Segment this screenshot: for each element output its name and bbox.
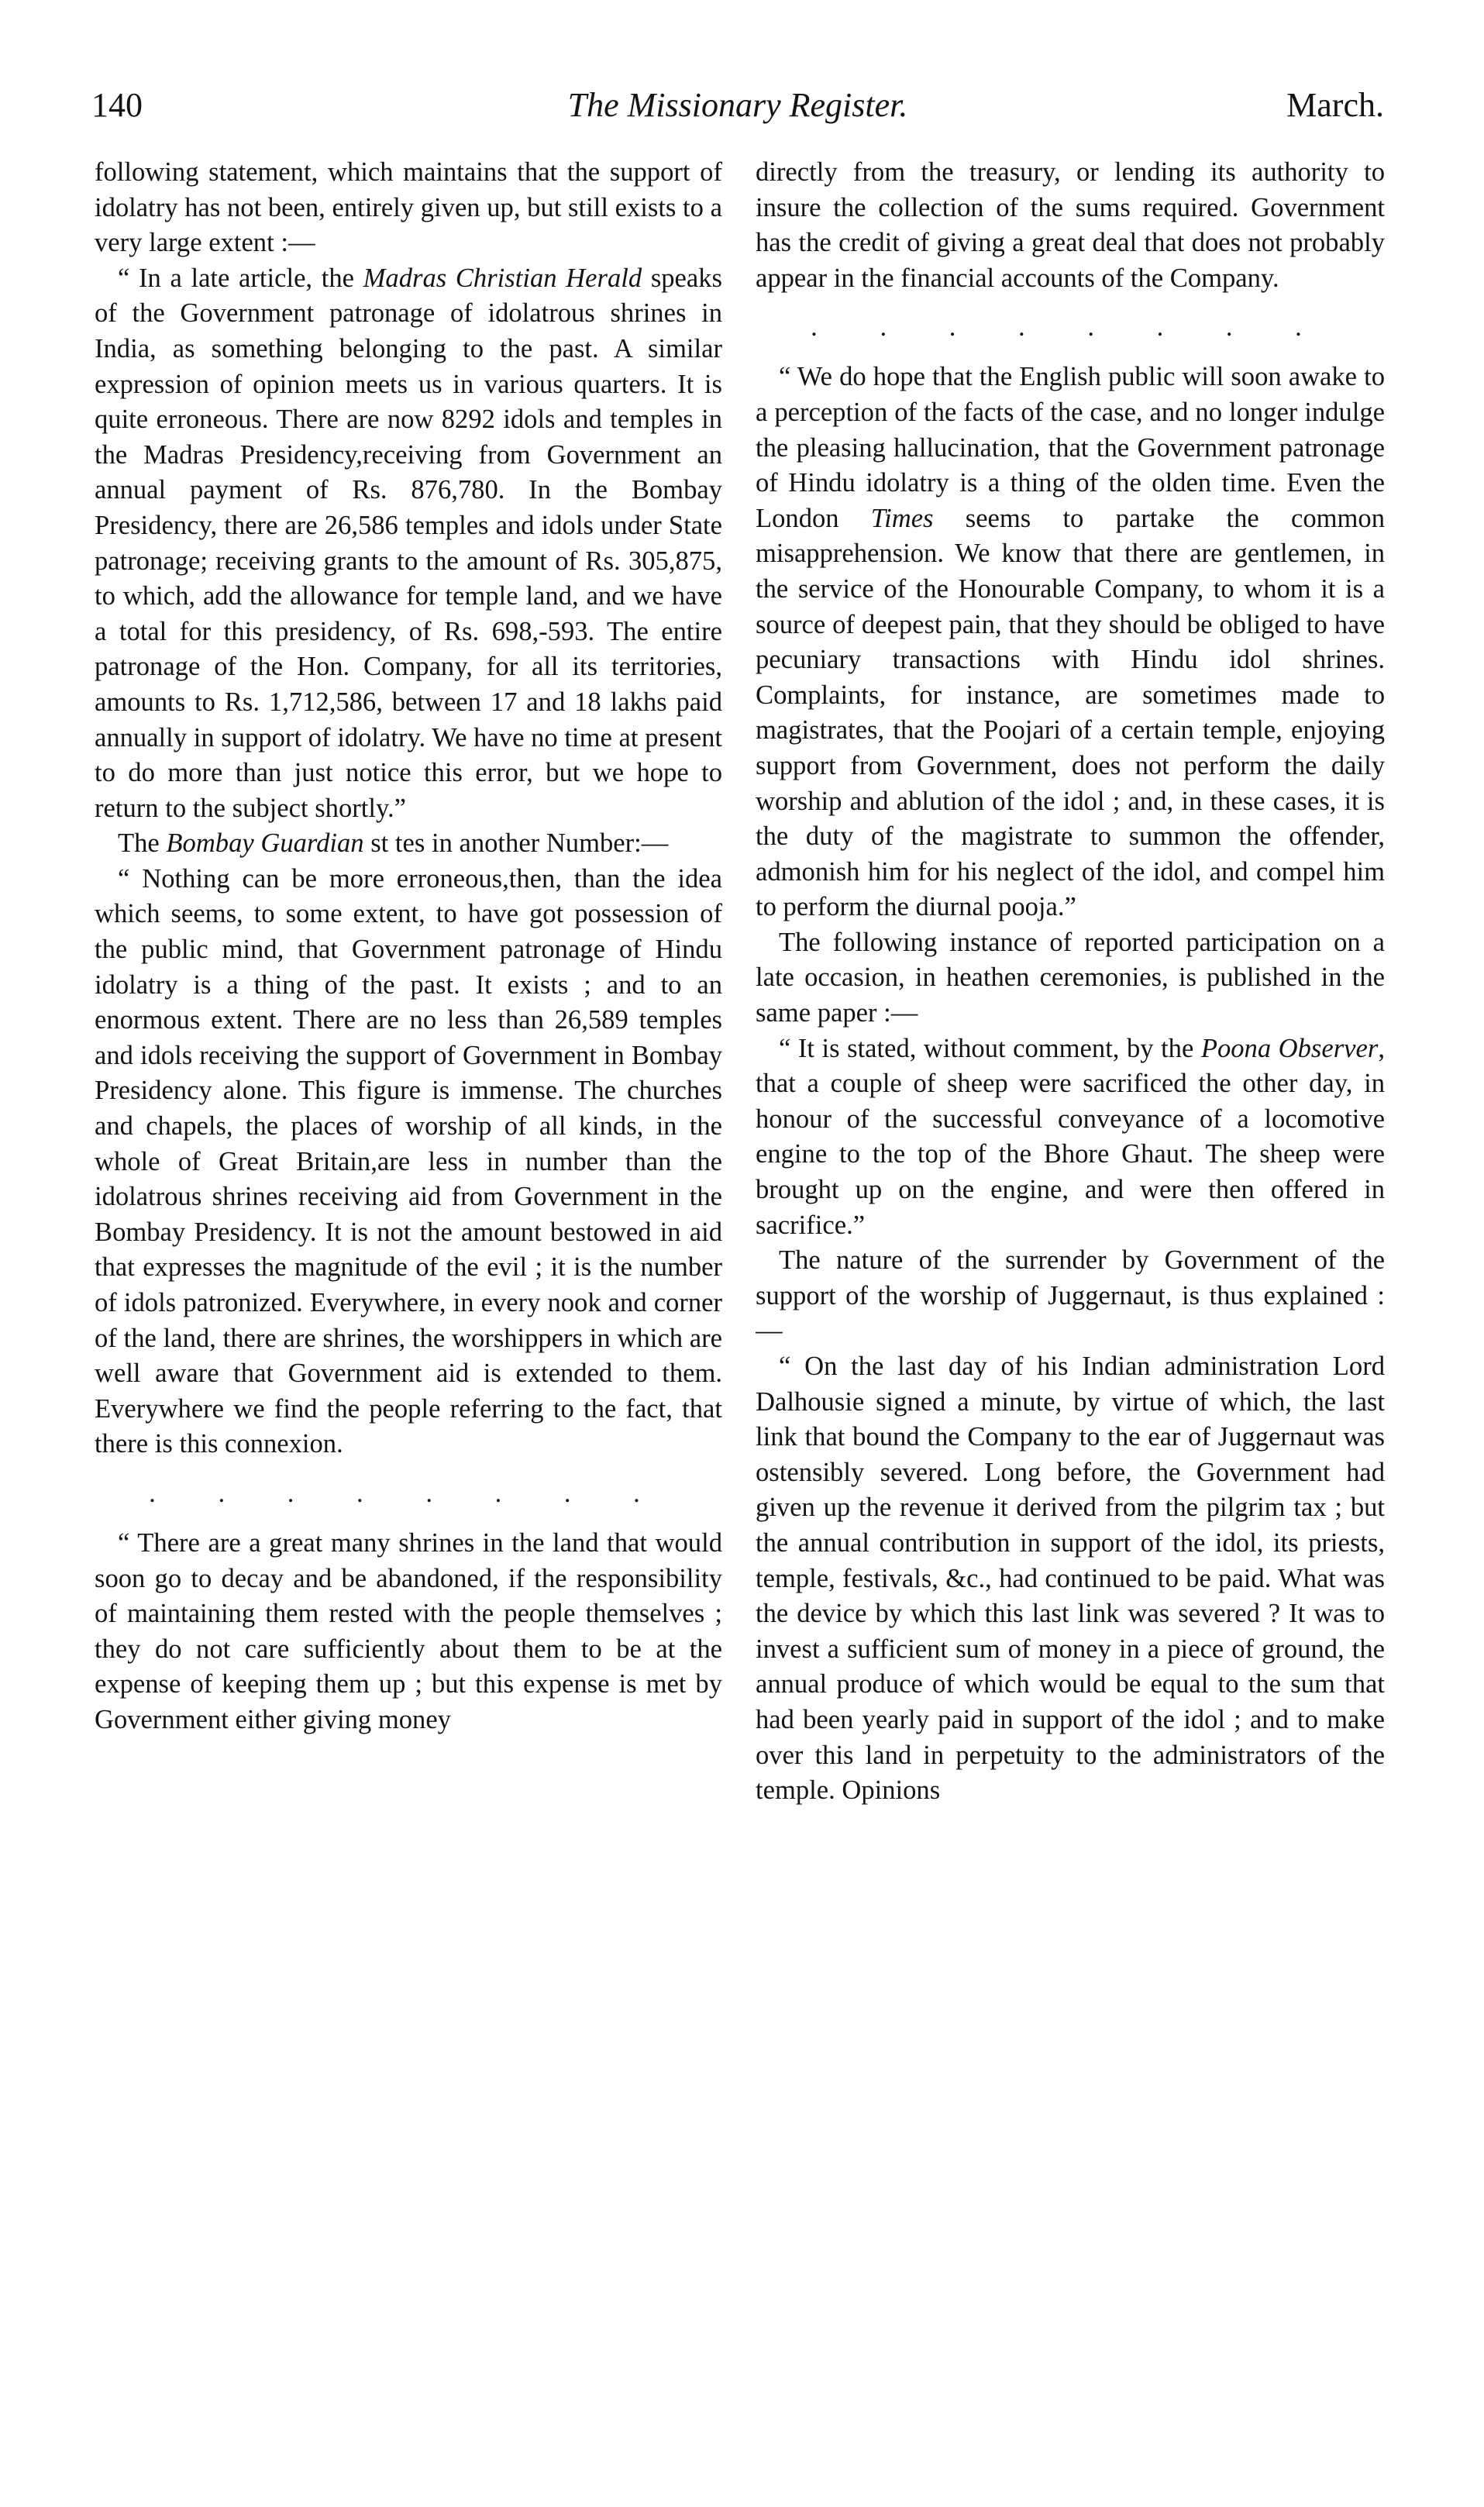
ellipsis-divider: . . . . . . . .: [811, 312, 1330, 343]
paragraph-shrines: “ There are a great many shrines in the land that would soon go to decay and be abandoned, if the responsibility of maintaining them rested with the people themselves ; they do not care sufficiently about them to be at the expense of keeping them up ; but this expense is met by Government either giving money: [95, 1527, 722, 1734]
paragraph-bombay-intro: The Bombay Guardian st tes in another Number:—: [118, 828, 669, 859]
paragraph-english-public: “ We do hope that the English public will soon awake to a perception of the facts of the case, and no longer indulge the pleasing hallucination, that the Government patronage of Hindu idolatry is a thing of the olden time. Even the London Times seems to partake the common misapprehension. We know that there are gentlemen, in the service of the Honourable Company, to whom it is a source of deepest pain, that they should be obliged to have pecuniary transactions with Hindu idol shrines. Complaints, for instance, are sometimes made to magistrates, that the Poojari of a certain temple, enjoying support from Government, does not perform the daily worship and ablution of the idol ; and, in these cases, it is the duty of the magistrate to summon the offender, admonish him for his neglect of the idol, and compel him to perform the diurnal pooja.”: [756, 362, 1385, 922]
running-header: [91, 74, 1384, 136]
paragraph-continuation: following statement, which maintains that the support of idolatry has not been, entirely given up, but still exists to a very large extent :—: [95, 157, 722, 258]
paragraph-continuation: directly from the treasury, or lending its authority to insure the collection of the sums required. Government has the credit of giving a great deal that does not probably appear in the financial accounts of the Company.: [756, 157, 1385, 293]
paragraph-poona-quote: “ It is stated, without comment, by the Poona Observer, that a couple of sheep were sacrificed the other day, in honour of the successful conveyance of a locomotive engine to the top of the Bhore Ghaut. The sheep were brought up on the engine, and were then offered in sacrifice.”: [756, 1033, 1385, 1240]
publication-name: Times: [870, 503, 934, 533]
paragraph-madras-quote: “ In a late article, the Madras Christian Herald speaks of the Government patronage of idolatrous shrines in India, as something belonging to the past. A similar expression of opinion meets us in various quarters. It is quite erroneous. There are now 8292 idols and temples in the Madras Presidency,receiving from Government an annual payment of Rs. 876,780. In the Bombay Presidency, there are 26,586 temples and idols under State patronage; receiving grants to the amount of Rs. 305,875, to which, add the allowance for temple land, and we have a total for this presidency, of Rs. 698,-593. The entire patronage of the Hon. Company, for all its territories, amounts to Rs. 1,712,586, between 17 and 18 lakhs paid annually in support of idolatry. We have no time at present to do more than just notice this error, but we hope to return to the subject shortly.”: [95, 263, 722, 823]
paragraph-instance-intro: The following instance of reported participation on a late occasion, in heathen ceremonies, is published in the same paper :—: [756, 927, 1385, 1028]
publication-name: Madras Christian Herald: [363, 263, 642, 293]
paragraph-juggernaut-intro: The nature of the surrender by Government of the support of the worship of Juggernaut, is thus explained :—: [756, 1245, 1385, 1346]
left-column: [95, 155, 722, 2472]
running-title: The Missionary Register.: [567, 86, 908, 124]
paragraph-dalhousie: “ On the last day of his Indian administration Lord Dalhousie signed a minute, by virtue of which, the last link that bound the Company to the ear of Juggernaut was ostensibly severed. Long before, the Government had given up the revenue it derived from the pilgrim tax ; but the annual contribution in support of the idol, its priests, temple, festivals, &c., had continued to be paid. What was the device by which this last link was severed ? It was to invest a sufficient sum of money in a piece of ground, the annual produce of which would be equal to the sum that had been yearly paid in support of the idol ; and to make over this land in perpetuity to the administrators of the temple. Opinions: [756, 1352, 1385, 1806]
publication-name: Poona Observer: [1200, 1033, 1379, 1063]
paragraph-bombay-quote: “ Nothing can be more erroneous,then, than the idea which seems, to some extent, to have got possession of the public mind, that Government patronage of Hindu idolatry is a thing of the past. It exists ; and to an enormous extent. There are no less than 26,589 temples and idols receiving the support of Government in Bombay Presidency alone. This figure is immense. The churches and chapels, the places of worship of all kinds, in the whole of Great Britain,are less in number than the idolatrous shrines receiving aid from Government in the Bombay Presidency. It is not the amount bestowed in aid that expresses the magnitude of the evil ; it is the number of idols patronized. Everywhere, in every nook and corner of the land, there are shrines, the worshippers in which are well aware that Government aid is extended to them. Everywhere we find the people referring to the fact, that there is this connexion.: [95, 863, 722, 1459]
running-month: March.: [1286, 86, 1384, 124]
page-number: 140: [91, 86, 143, 124]
ellipsis-divider: . . . . . . . .: [149, 1478, 668, 1508]
right-column: [756, 155, 1385, 2472]
publication-name: Bombay Guardian: [166, 828, 364, 859]
